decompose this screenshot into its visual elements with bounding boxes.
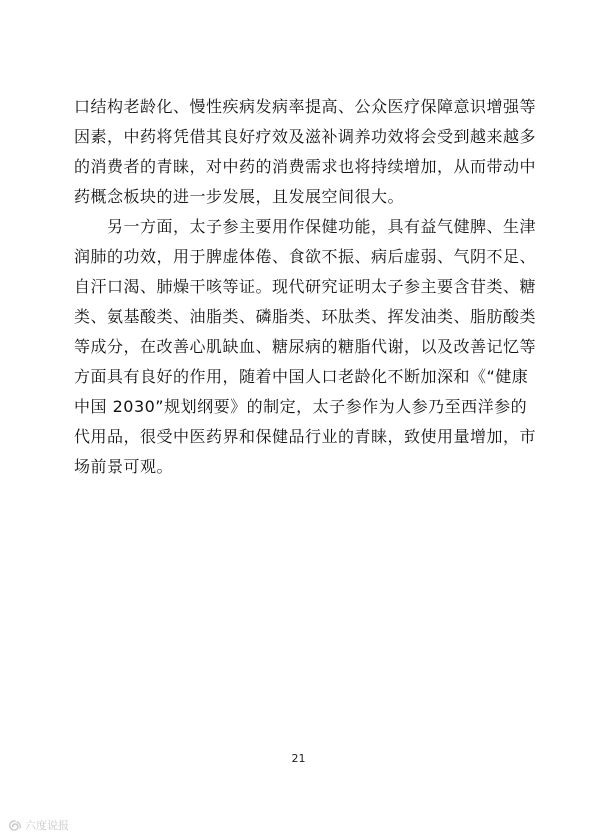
paragraph-1 (74, 92, 537, 212)
text-line: 自汗口渴、肺燥干咳等证。现代研究证明太子参主要含苷类、糖 (74, 277, 537, 296)
text-line: 润肺的功效，用于脾虚体倦、食欲不振、病后虚弱、气阴不足、 (74, 247, 537, 266)
text-line: 口结构老龄化、慢性疾病发病率提高、公众医疗保障意识增强等 (74, 97, 537, 116)
page-number: 21 (291, 752, 306, 765)
text-line: 场前景可观。 (74, 457, 174, 476)
text-line: 因素，中药将凭借其良好疗效及滋补调养功效将会受到越来越多 (74, 127, 537, 146)
text-line: 类、氨基酸类、油脂类、磷脂类、环肽类、挥发油类、脂肪酸类 (74, 307, 537, 326)
document-body (74, 92, 537, 482)
watermark (8, 819, 69, 833)
text-line: 方面具有良好的作用，随着中国人口老龄化不断加深和《“健康 (74, 367, 529, 386)
logo-swirl-icon (8, 820, 22, 832)
text-line: 药概念板块的进一步发展，且发展空间很大。 (74, 187, 405, 206)
text-line: 中国 2030”规划纲要》的制定，太子参作为人参乃至西洋参的 (74, 397, 528, 416)
text-line: 的消费者的青睐，对中药的消费需求也将持续增加，从而带动中 (74, 157, 537, 176)
text-line: 等成分，在改善心肌缺血、糖尿病的糖脂代谢，以及改善记忆等 (74, 337, 537, 356)
watermark-text: 六度说报 (25, 819, 69, 832)
text-line: 代用品，很受中医药界和保健品行业的青睐，致使用量增加，市 (74, 427, 537, 446)
paragraph-2 (74, 212, 537, 482)
text-line: 另一方面，太子参主要用作保健功能，具有益气健脾、生津 (74, 217, 537, 236)
